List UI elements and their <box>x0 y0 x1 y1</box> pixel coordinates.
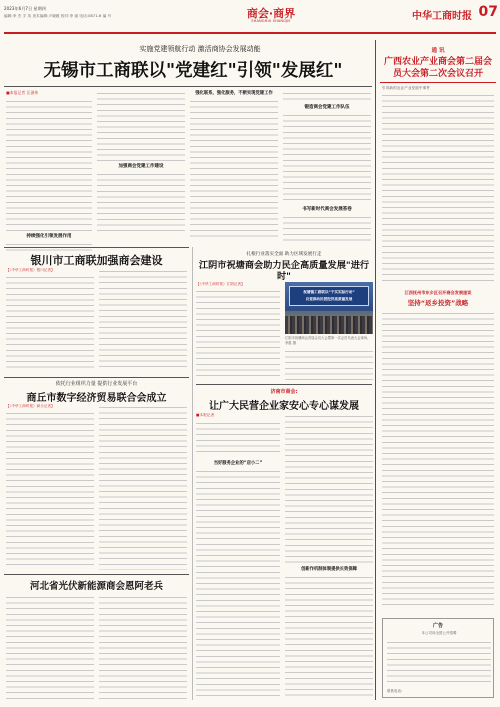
side-title: 广西农业产业商会第二届会员大会第二次会议召开 <box>384 57 492 79</box>
a1-rule <box>4 247 189 248</box>
section-heading-1: 持续强化引领发展作用 <box>26 234 72 239</box>
lower-left-divider <box>192 247 193 700</box>
a5-col-1b <box>196 468 280 700</box>
section-heading-3: 强化联系，强化服务，不断实现党建工作 <box>195 91 273 96</box>
main-col-4b-text <box>283 112 371 204</box>
a5-sub-1: 当好服务企业的“店小二” <box>213 461 263 466</box>
side-body-1 <box>382 92 494 285</box>
a5-title: 让广大民营企业家安心专心谋发展 <box>209 401 359 412</box>
a1-lead: 【《中华工商时报》银川记者】 <box>6 268 55 272</box>
a3-rule <box>4 574 189 575</box>
a1-title: 银川市工商联加强商会建设 <box>30 254 163 267</box>
news-photo <box>285 282 373 334</box>
a5-col-2 <box>285 413 373 563</box>
side-sub-title: 坚持“返乡投资”战略 <box>407 299 469 307</box>
ad-line-2: 联系电话: <box>387 689 403 693</box>
a5-sub-2: 创新作机制体制提供长效保障 <box>301 567 357 572</box>
ad-body <box>387 639 491 687</box>
a3-col-2 <box>99 594 187 700</box>
a2-lead: 【《中华工商时报》商丘记者】 <box>6 404 55 408</box>
main-col-1-text <box>6 98 92 233</box>
side-label: 通 讯 <box>431 48 445 54</box>
section-title: 商会·商界 <box>246 7 296 20</box>
main-col-2-text <box>97 90 185 162</box>
a2-rule <box>4 377 189 378</box>
ad-line-1: 本公司向全国公开招聘 <box>421 631 457 635</box>
section-heading-2: 加强商会党建工作建设 <box>118 164 164 169</box>
masthead <box>0 0 500 40</box>
page-number: 07 <box>478 4 498 20</box>
side-column <box>380 40 496 700</box>
a4-title: 江阴市祝塘商会助力民企高质量发展"进行时" <box>198 260 370 282</box>
a4-col-2 <box>285 348 373 380</box>
masthead-rule <box>4 32 496 34</box>
main-byline: ■本报记者 汪滋伟 <box>6 90 39 95</box>
section-title-en: SHANGHUI SHANGJIE <box>251 19 291 23</box>
photo-crowd <box>285 316 373 334</box>
paper-name: 中华工商时报 <box>412 11 472 22</box>
a4-kicker: 扎根行业落实全面 助力区域发展行走 <box>246 252 322 257</box>
a2-title: 商丘市数字经济贸易联合会成立 <box>26 393 167 404</box>
a5-kicker: 济南市商会: <box>270 389 298 395</box>
a5-rule <box>196 384 372 385</box>
main-col-1b-text <box>6 241 92 251</box>
editor-line: 编辑:李 杰 字 英 美术编辑:卢晓媛 校对:李 丽 电话:0871-6 编 号 <box>4 14 112 18</box>
side-rule <box>380 82 496 83</box>
section-heading-5: 书写新时代商会发展答卷 <box>302 207 352 212</box>
a3-title: 河北省光伏新能源商会恩阿老兵 <box>29 581 163 592</box>
photo-banner-line-2: 自觉推动民营经济高质量发展 <box>305 297 353 301</box>
side-body-2 <box>382 310 494 610</box>
photo-banner <box>289 286 369 306</box>
a5-byline: ■本报记者 <box>196 413 215 417</box>
main-col-3-text <box>190 98 278 238</box>
photo-caption: 江阴市祝塘商会首届会员大会暨第一次会员代表大会现场。 李磊 摄 <box>285 336 371 345</box>
a5-col-1 <box>196 420 280 456</box>
a2-kicker: 依托行业组织力量 提供行业发展平台 <box>55 381 138 387</box>
a1-col-1 <box>6 274 94 372</box>
section-heading-4: 锻造商会党建工作队伍 <box>304 105 350 110</box>
photo-banner-line-1: 祝塘镇工商联以“干实实际行动” <box>303 290 355 294</box>
main-headline: 无锡市工商联以"党建红"引领"发展红" <box>43 61 343 81</box>
a1-col-2 <box>99 268 187 372</box>
date-line: 2023年6月7日 星期四 <box>4 6 46 11</box>
main-column-divider <box>375 40 376 700</box>
a3-col-1 <box>6 594 94 700</box>
ad-box <box>382 618 494 698</box>
side-sub-kicker: 江西抚州市东乡区召开商会发展座谈 <box>404 290 472 295</box>
a4-col-1 <box>196 288 280 380</box>
main-kicker: 实施党建领航行动 激活商协会发展动能 <box>139 45 261 53</box>
headline-rule <box>4 86 372 87</box>
main-col-4c-text <box>283 214 371 244</box>
a4-lead: 【《中华工商时报》江阴记者】 <box>196 282 245 286</box>
main-col-2b-text <box>97 171 185 233</box>
side-lead: 引导新的农业产业发展中事件 <box>382 86 431 90</box>
a5-col-2b <box>285 574 373 700</box>
a2-col-2 <box>99 404 187 570</box>
a2-col-1 <box>6 410 94 570</box>
ad-title: 广告 <box>432 623 443 629</box>
main-col-4-text <box>283 90 371 102</box>
